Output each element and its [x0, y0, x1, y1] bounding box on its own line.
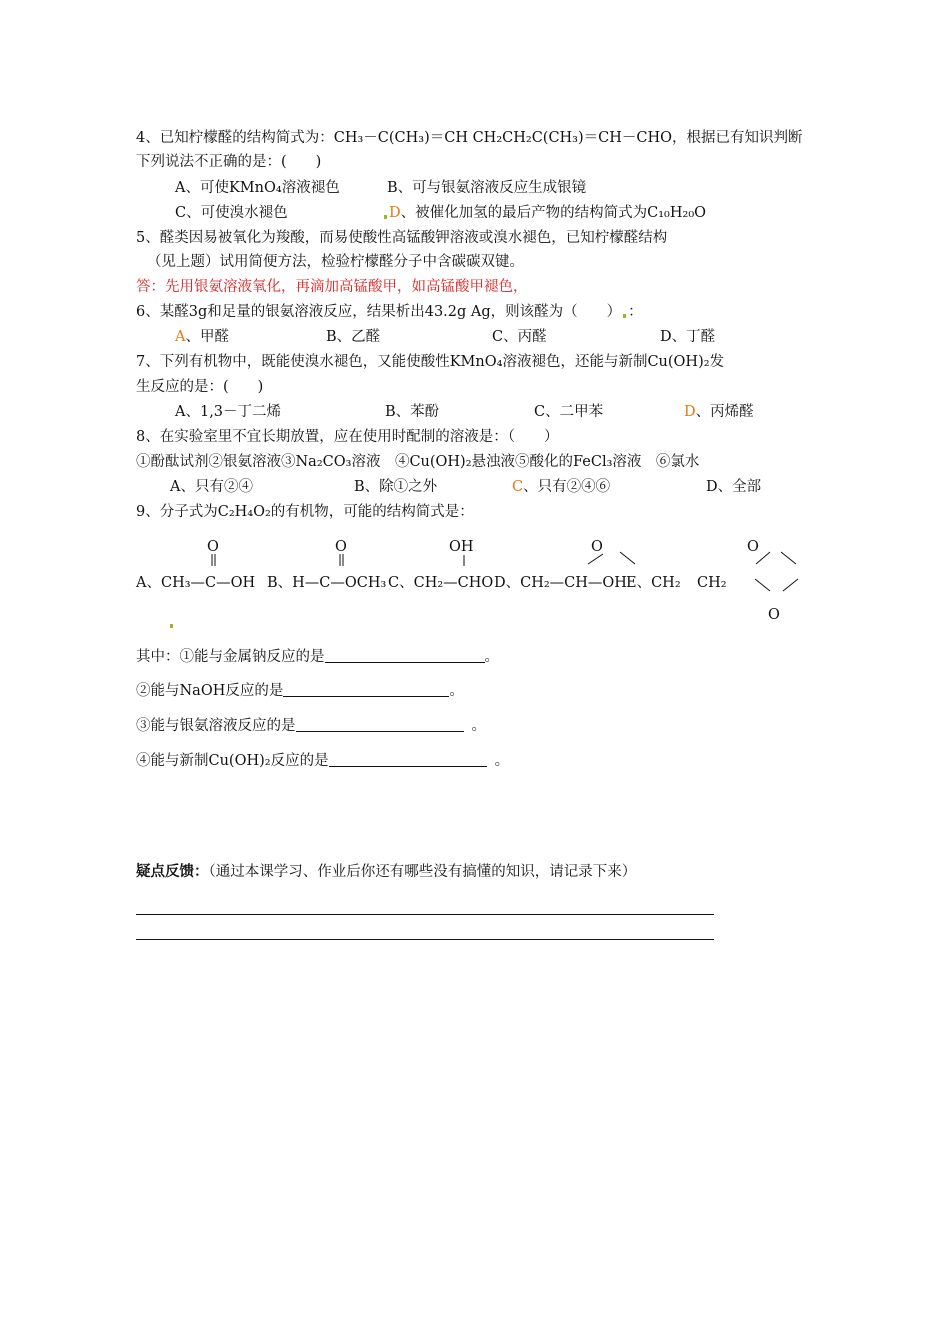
q6-stem-text: 6、某醛3g和足量的银氨溶液反应，结果析出43.2g Ag，则该醛为（ ） [136, 304, 622, 320]
answer-blank-2[interactable] [283, 682, 449, 697]
q4-stem-line1: 4、已知柠檬醛的结构简式为：CH₃－C(CH₃)＝CH CH₂CH₂C(CH₃)＝CH－CHO，根据已有知识判断 [136, 130, 803, 146]
q4-option-d-letter: D [389, 205, 401, 221]
answer-blank-4[interactable] [329, 752, 487, 767]
q7-option-b: B、苯酚 [385, 404, 440, 420]
feedback-label: 疑点反馈： [136, 863, 209, 880]
q7-option-d-letter: D [684, 404, 696, 420]
marker-dot [170, 624, 173, 628]
feedback-instruction: （通过本课学习、作业后你还有哪些没有搞懂的知识，请记录下来） [208, 864, 637, 880]
struct-b: B、H—C—OCH₃ [267, 575, 387, 591]
feedback-line-2[interactable] [136, 939, 714, 940]
struct-d-oxygen: O [591, 539, 603, 555]
q9-sub-4 [136, 751, 509, 771]
struct-a-oxygen: O [207, 539, 219, 555]
q7-stem-line2: 生反应的是：( ) [136, 379, 264, 395]
q8-stem-line2: ①酚酞试剂②银氨溶液③Na₂CO₃溶液 ④Cu(OH)₂悬浊液⑤酸化的FeCl₃溶液 ⑥氯水 [136, 454, 700, 470]
q9-sub-3-text: ③能与银氨溶液反应的是 [136, 718, 296, 734]
q4-option-c: C、可使溴水褪色 [175, 205, 288, 221]
q4-option-b: B、可与银氨溶液反应生成银镜 [387, 180, 587, 196]
feedback-line-1[interactable] [136, 914, 714, 915]
marker-dot-row [168, 612, 175, 632]
q4-stem-line2: 下列说法不正确的是：( ) [136, 154, 322, 170]
q8-option-b: B、除①之外 [354, 479, 438, 495]
q5-stem-line1: 5、醛类因易被氧化为羧酸，而易使酸性高锰酸钾溶液或溴水褪色，已知柠檬醛结构 [136, 230, 668, 246]
struct-a: A、CH₃—C—OH [136, 575, 256, 591]
q7-option-c: C、二甲苯 [534, 404, 604, 420]
q9-sub-2-text: ②能与NaOH反应的是 [136, 683, 284, 699]
q9-sub-3 [136, 716, 486, 736]
struct-e: E、CH₂ [626, 575, 681, 591]
struct-c-hydroxyl: OH [449, 539, 474, 555]
q6-option-a-letter: A [175, 329, 186, 345]
q9-stem: 9、分子式为C₂H₄O₂的有机物，可能的结构简式是： [136, 504, 474, 520]
q9-sub-1-text: 其中：①能与金属钠反应的是 [136, 649, 325, 665]
struct-e-oxygen-bottom: O [768, 607, 780, 623]
q9-sub-1-period: 。 [484, 649, 499, 665]
q9-sub-1 [136, 647, 499, 667]
answer-blank-1[interactable] [325, 648, 485, 663]
q5-answer: 答：先用银氨溶液氧化，再滴加高锰酸甲，如高锰酸甲褪色， [136, 279, 528, 295]
struct-d: D、CH₂—CH—OH [494, 575, 627, 591]
q6-stem-tail: ： [628, 304, 643, 320]
struct-e-ch2: CH₂ [697, 575, 727, 591]
answer-blank-3[interactable] [296, 717, 464, 732]
q9-sub-3-period: 。 [471, 718, 486, 734]
q8-option-a: A、只有②④ [170, 479, 253, 495]
q8-stem-line1: 8、在实验室里不宜长期放置，应在使用时配制的溶液是：（ ） [136, 429, 559, 445]
q6-option-b: B、乙醛 [326, 329, 381, 345]
q6-option-c: C、丙醛 [492, 329, 547, 345]
q7-stem-line1: 7、下列有机物中，既能使溴水褪色，又能使酸性KMnO₄溶液褪色，还能与新制Cu(OH)₂发 [136, 354, 725, 370]
q8-option-c-text: 、只有②④⑥ [523, 479, 611, 495]
q7-option-a: A、1,3－丁二烯 [175, 404, 282, 420]
struct-c: C、CH₂—CHO [388, 575, 494, 591]
q8-option-d: D、全部 [706, 479, 762, 495]
q6-option-d: D、丁醛 [660, 329, 716, 345]
q7-option-d-text: 、丙烯醛 [695, 404, 754, 420]
struct-b-oxygen: O [335, 539, 347, 555]
feedback-section [136, 862, 636, 882]
q6-option-a-text: 、甲醛 [185, 329, 229, 345]
q8-option-c-letter: C [512, 479, 524, 495]
q4-option-d-text: 、被催化加氢的最后产物的结构简式为C₁₀H₂₀O [400, 205, 707, 221]
q9-sub-2-period: 。 [449, 683, 464, 699]
struct-e-oxygen-top: O [747, 539, 759, 555]
q9-sub-4-text: ④能与新制Cu(OH)₂反应的是 [136, 753, 329, 769]
q9-sub-2 [136, 681, 464, 701]
q9-sub-4-period: 。 [494, 753, 510, 769]
q5-stem-line2: （见上题）试用简便方法，检验柠檬醛分子中含碳碳双键。 [147, 254, 524, 270]
q4-option-a: A、可使KMnO₄溶液褪色 [175, 180, 340, 196]
